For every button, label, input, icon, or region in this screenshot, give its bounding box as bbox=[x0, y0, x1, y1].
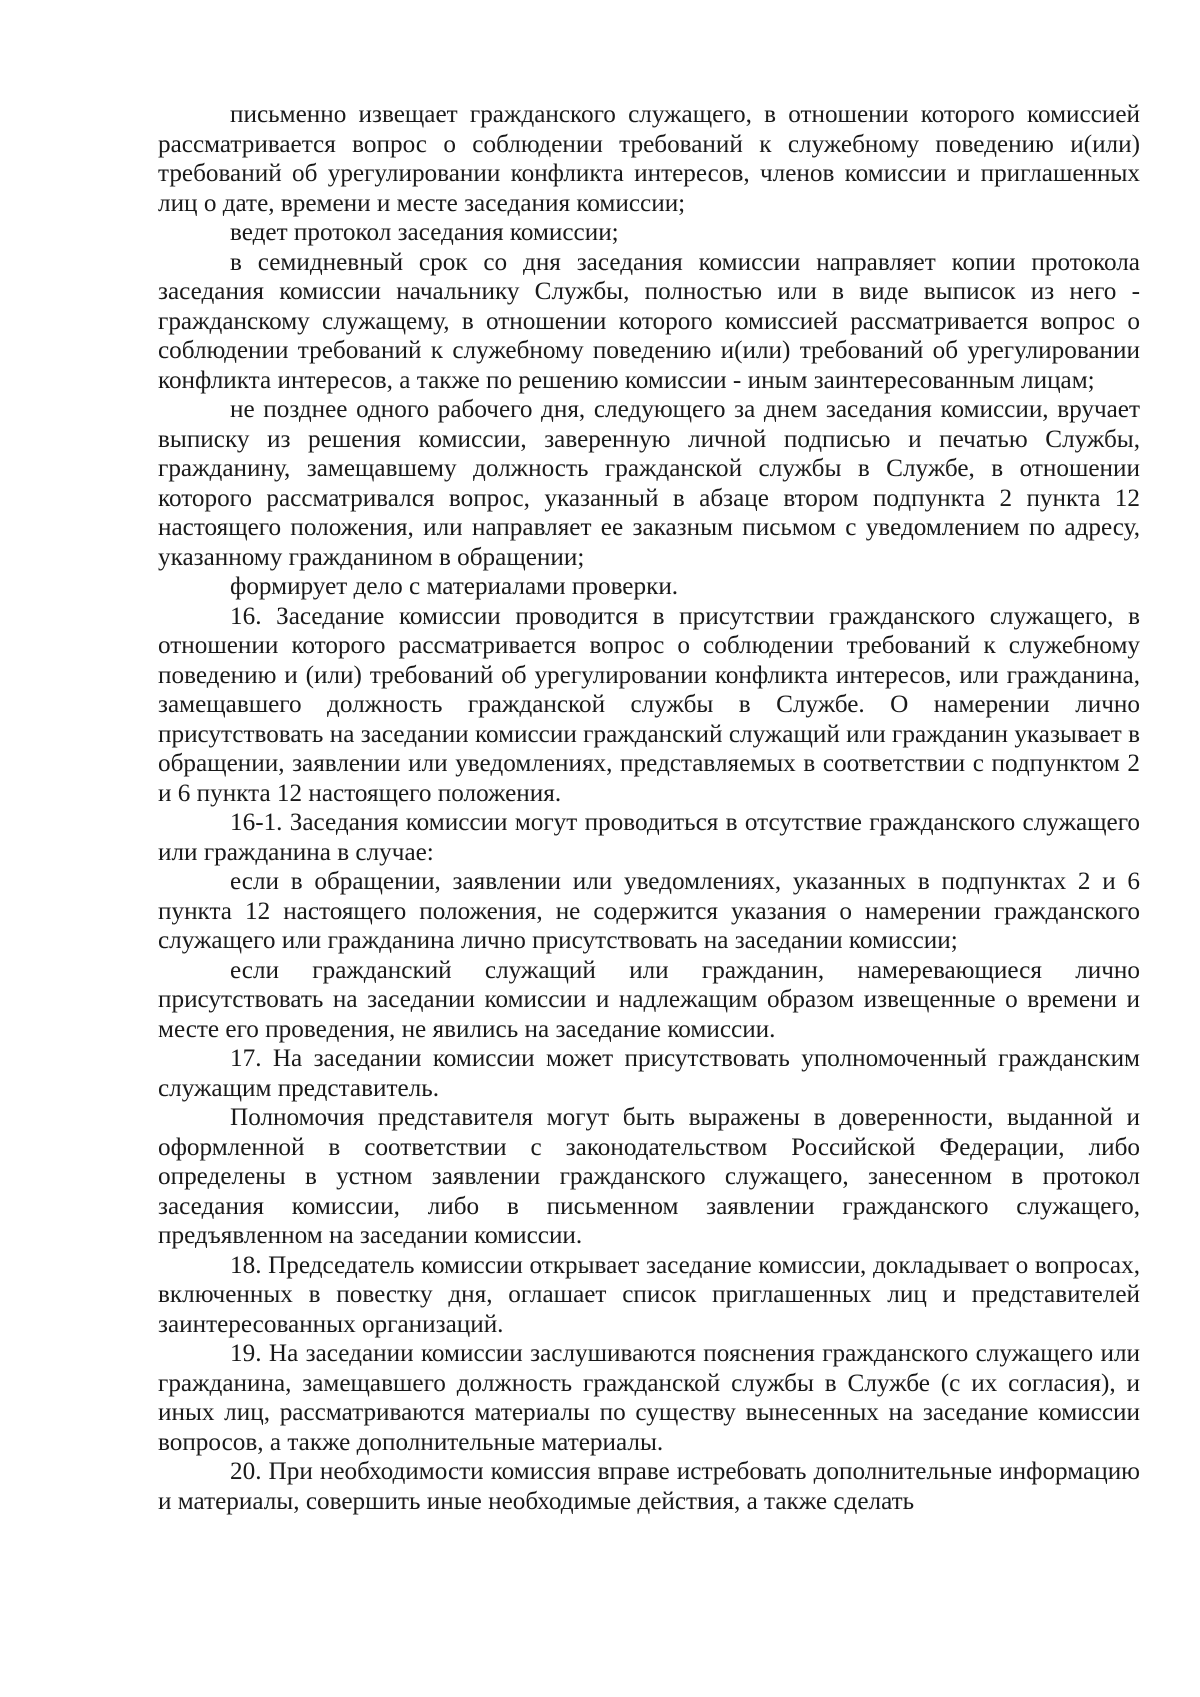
paragraph-forms-case-file: формирует дело с материалами проверки. bbox=[230, 573, 679, 600]
paragraph-item-20: 20. При необходимости комиссия вправе истребовать дополнительные информацию и материалы, совершить иные необходимые действия, а также сделать bbox=[158, 1458, 1140, 1515]
paragraph-item-18: 18. Председатель комиссии открывает заседание комиссии, докладывает о вопросах, включенных в повестку дня, оглашает список приглашенных лиц и представителей заинтересованных организаций. bbox=[158, 1251, 1140, 1338]
paragraph-item-16-1-case-a: если в обращении, заявлении или уведомлениях, указанных в подпунктах 2 и 6 пункта 12 настоящего положения, не содержится указания о намерении гражданского служащего или гражданина лично присутствовать на заседании комиссии; bbox=[158, 868, 1140, 954]
paragraph-item-16-1: 16-1. Заседания комиссии могут проводиться в отсутствие гражданского служащего или гражданина в случае: bbox=[158, 809, 1140, 866]
paragraph-item-19: 19. На заседании комиссии заслушиваются пояснения гражданского служащего или гражданина, замещавшего должность гражданской службы в Службе (с их согласия), и иных лиц, рассматриваются материалы по существу вынесенных на заседание комиссии вопросов, а также дополнительные материалы. bbox=[158, 1340, 1140, 1456]
paragraph-item-17: 17. На заседании комиссии может присутствовать уполномоченный гражданским служащим представитель. bbox=[158, 1045, 1140, 1102]
paragraph-item-16-1-case-b: если гражданский служащий или гражданин, намеревающиеся лично присутствовать на заседании комиссии и надлежащим образом извещенные о времени и месте его проведения, не явились на заседание комиссии. bbox=[158, 956, 1140, 1043]
paragraph-keeps-protocol: ведет протокол заседания комиссии; bbox=[230, 219, 619, 246]
paragraph-item-16: 16. Заседание комиссии проводится в присутствии гражданского служащего, в отношении которого рассматривается вопрос о соблюдении требований к служебному поведению и (или) требований об урегулировании конфликта интересов, или гражданина, замещавшего должность гражданской службы в Службе. О намерении лично присутствовать на заседании комиссии гражданский служащий или гражданин указывает в обращении, заявлении или уведомлениях, представляемых в соответствии с подпунктом 2 и 6 пункта 12 настоящего положения. bbox=[158, 602, 1140, 807]
paragraph-representative-powers: Полномочия представителя могут быть выражены в доверенности, выданной и оформленной в соответствии с законодательством Российской Федерации, либо определены в устном заявлении гражданского служащего, занесенном в протокол заседания комиссии, либо в письменном заявлении гражданского служащего, предъявленном на заседании комиссии. bbox=[158, 1104, 1140, 1249]
paragraph-delivers-extract: не позднее одного рабочего дня, следующего за днем заседания комиссии, вручает выписку из решения комиссии, заверенную личной подписью и печатью Службы, гражданину, замещавшему должность гражданской службы в Службе, в отношении которого рассматривался вопрос, указанный в абзаце втором подпункта 2 пункта 12 настоящего положения, или направляет ее заказным письмом с уведомлением по адресу, указанному гражданином в обращении; bbox=[158, 396, 1140, 571]
paragraph-secretary-notifies: письменно извещает гражданского служащего, в отношении которого комиссией рассматривается вопрос о соблюдении требований к служебному поведению и(или) требований об урегулировании конфликта интересов, членов комиссии и приглашенных лиц о дате, времени и месте заседания комиссии; bbox=[158, 101, 1140, 217]
document-page bbox=[158, 100, 1140, 1516]
paragraph-sends-protocol-copies: в семидневный срок со дня заседания комиссии направляет копии протокола заседания комиссии начальнику Службы, полностью или в виде выписок из него - гражданскому служащему, в отношении которого комиссией рассматривается вопрос о соблюдении требований к служебному поведению и(или) требований об урегулировании конфликта интересов, а также по решению комиссии - иным заинтересованным лицам; bbox=[158, 248, 1140, 394]
